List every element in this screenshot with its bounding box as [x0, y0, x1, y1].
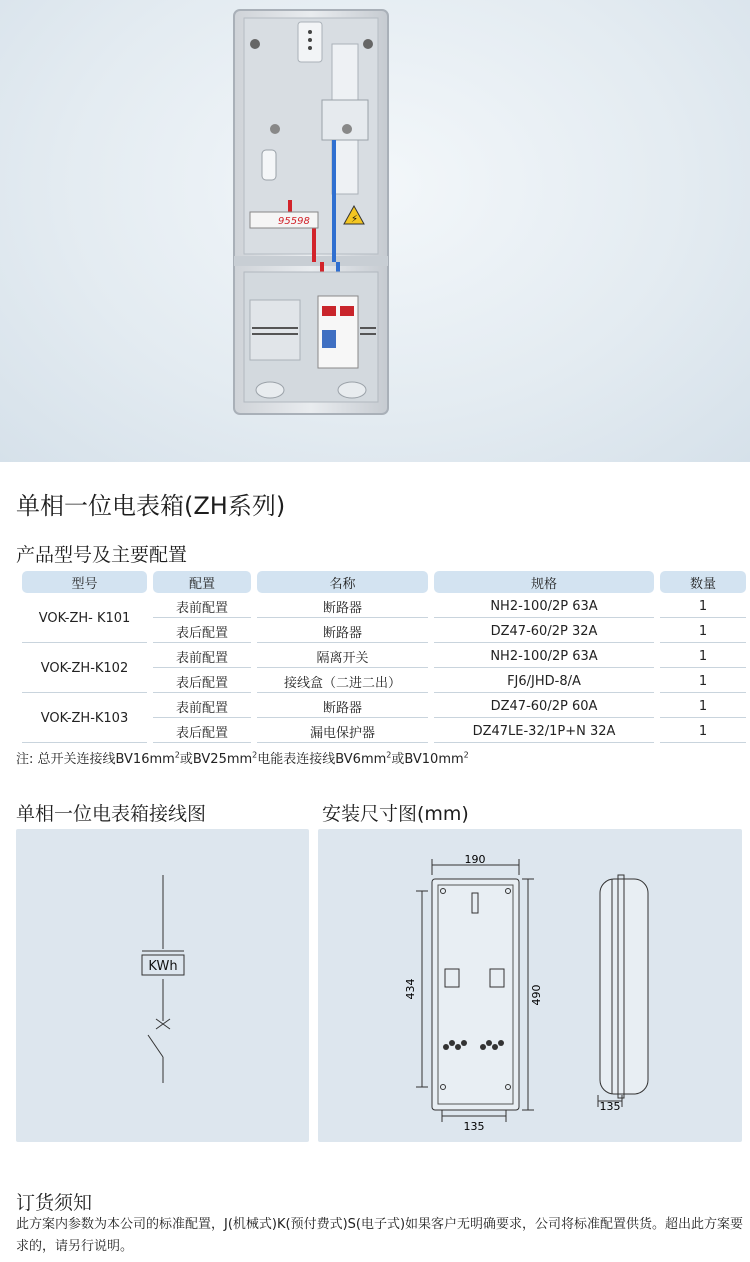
qty-cell: 1: [660, 620, 746, 643]
qty-cell: 1: [660, 670, 746, 693]
model-cell: VOK-ZH- K101: [22, 595, 147, 643]
table-row: [22, 695, 746, 718]
config-cell: 表后配置: [153, 670, 251, 693]
install-dimension-panel: [318, 829, 742, 1142]
qty-cell: 1: [660, 645, 746, 668]
table-row: [22, 645, 746, 668]
wiring-note: [16, 748, 469, 767]
dim-top-width: 190: [464, 853, 486, 866]
superscript: 2: [252, 750, 258, 760]
dim-total-height: 490: [530, 984, 543, 1006]
config-cell: 表前配置: [153, 595, 251, 618]
model-cell: VOK-ZH-K102: [22, 645, 147, 693]
spec-cell: NH2-100/2P 63A: [434, 595, 654, 618]
order-title: 订货须知: [16, 1192, 93, 1214]
dim-bottom-width: 135: [463, 1120, 485, 1133]
qty-cell: 1: [660, 695, 746, 718]
qty-cell: 1: [660, 720, 746, 743]
header-model: 型号: [22, 571, 147, 593]
model-cell: VOK-ZH-K103: [22, 695, 147, 743]
qty-cell: 1: [660, 595, 746, 618]
wiring-diagram: [16, 829, 309, 1142]
install-title: 安装尺寸图(mm): [322, 803, 469, 825]
meter-box-illustration: [0, 0, 750, 462]
config-cell: 表后配置: [153, 620, 251, 643]
wiring-diagram-panel: [16, 829, 309, 1142]
note-text: 电能表连接线BV6mm: [257, 752, 387, 767]
header-name: 名称: [257, 571, 428, 593]
hotline-label: 95598: [278, 216, 310, 227]
name-cell: 断路器: [257, 695, 428, 718]
dim-side-depth: 135: [599, 1100, 621, 1113]
spec-cell: DZ47-60/2P 32A: [434, 620, 654, 643]
spec-section-title: 产品型号及主要配置: [16, 544, 188, 566]
note-text: 注: 总开关连接线BV16mm: [16, 752, 175, 767]
superscript: 2: [463, 750, 469, 760]
table-row: [22, 595, 746, 618]
dimension-drawing: [318, 829, 742, 1142]
header-qty: 数量: [660, 571, 746, 593]
page-title: 单相一位电表箱(ZH系列): [16, 492, 286, 520]
note-text: 或BV25mm: [179, 752, 253, 767]
spec-cell: DZ47LE-32/1P+N 32A: [434, 720, 654, 743]
spec-cell: DZ47-60/2P 60A: [434, 695, 654, 718]
name-cell: 漏电保护器: [257, 720, 428, 743]
config-cell: 表前配置: [153, 695, 251, 718]
meter-label: KWh: [148, 959, 178, 974]
svg-text:⚡: ⚡: [351, 214, 359, 225]
header-spec: 规格: [434, 571, 654, 593]
name-cell: 断路器: [257, 595, 428, 618]
spec-cell: FJ6/JHD-8/A: [434, 670, 654, 693]
superscript: 2: [386, 750, 392, 760]
order-text: 此方案内参数为本公司的标准配置，J(机械式)K(预付费式)S(电子式)如果客户无明确要求，公司将标准配置供货。超出此方案要求的，请另行说明。: [16, 1217, 744, 1254]
header-config: 配置: [153, 571, 251, 593]
hero-banner: [0, 0, 750, 462]
name-cell: 断路器: [257, 620, 428, 643]
dim-inner-height: 434: [404, 978, 417, 1000]
note-text: 或BV10mm: [391, 752, 464, 767]
spec-table: [16, 569, 750, 745]
config-cell: 表前配置: [153, 645, 251, 668]
wiring-title: 单相一位电表箱接线图: [16, 803, 207, 825]
table-header-row: [22, 571, 746, 593]
name-cell: 隔离开关: [257, 645, 428, 668]
superscript: 2: [174, 750, 180, 760]
config-cell: 表后配置: [153, 720, 251, 743]
name-cell: 接线盒（二进二出）: [257, 670, 428, 693]
spec-cell: NH2-100/2P 63A: [434, 645, 654, 668]
